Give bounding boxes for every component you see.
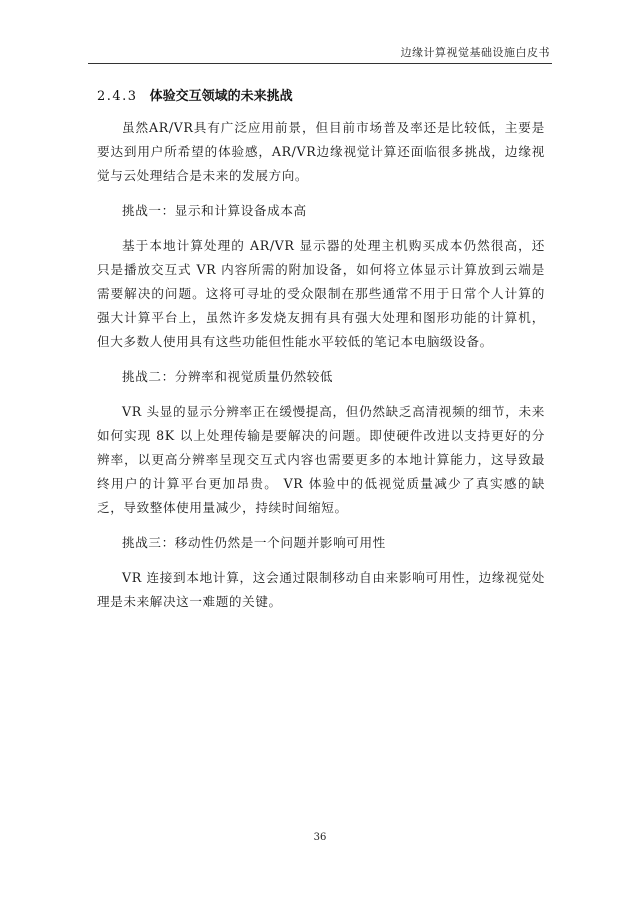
body-text <box>97 116 545 625</box>
challenge-heading-1: 挑战一：显示和计算设备成本高 <box>122 203 307 218</box>
paragraph-challenge-2: VR 头显的显示分辨率正在缓慢提高，但仍然缺乏高清视频的细节，未来如何实现 8K 以上处理传输是要解决的问题。即使硬件改进以支持更好的分辨率，以更高分辨率呈现交互式内容也需要更多的本地计算能力，这导致最终用户的计算平台更加昂贵。 VR 体验中的低视觉质量减少了真实感的缺乏，导致整体使用量减少，持续时间缩短。 <box>97 404 545 515</box>
paragraph-intro: 虽然AR/VR具有广泛应用前景，但目前市场普及率还是比较低，主要是要达到用户所希望的体验感，AR/VR边缘视觉计算还面临很多挑战，边缘视觉与云处理结合是未来的发展方向。 <box>97 120 545 183</box>
paragraph-challenge-1: 基于本地计算处理的 AR/VR 显示器的处理主机购买成本仍然很高，还只是播放交互式 VR 内容所需的附加设备，如何将立体显示计算放到云端是需要解决的问题。这将可寻址的受众限制在那些通常不用于日常个人计算的强大计算平台上，虽然许多发烧友拥有具有强大处理和图形功能的计算机，但大多数人使用具有这些功能但性能水平较低的笔记本电脑级设备。 <box>97 238 545 349</box>
challenge-heading-3: 挑战三：移动性仍然是一个问题并影响可用性 <box>122 535 386 550</box>
section-number: 2.4.3 <box>97 89 138 104</box>
section-title: 体验交互领域的未来挑战 <box>149 89 293 104</box>
header-rule <box>88 63 552 64</box>
section-heading <box>97 85 293 104</box>
paragraph-challenge-3: VR 连接到本地计算，这会通过限制移动自由来影响可用性，边缘视觉处理是未来解决这一难题的关键。 <box>97 570 545 609</box>
running-header: 边缘计算视觉基础设施白皮书 <box>400 46 550 59</box>
challenge-heading-2: 挑战二：分辨率和视觉质量仍然较低 <box>122 369 334 384</box>
page-number: 36 <box>313 832 327 843</box>
